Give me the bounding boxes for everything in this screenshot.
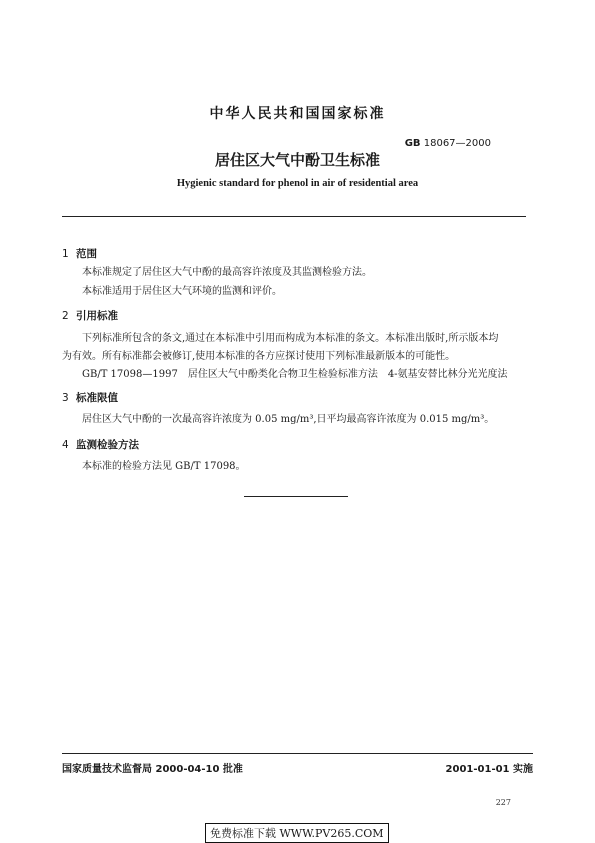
download-watermark: 免费标准下载 WWW.PV265.COM xyxy=(205,823,389,843)
section-2-heading xyxy=(62,308,118,323)
page-number: 227 xyxy=(495,798,511,807)
section-3-line-1: 居住区大气中酚的一次最高容许浓度为 0.05 mg/m³,日平均最高容许浓度为 0.015 mg/m³。 xyxy=(82,414,495,425)
section-title: 引用标准 xyxy=(76,310,118,322)
section-number: 3 xyxy=(62,392,69,404)
document-title-en: Hygienic standard for phenol in air of residential area xyxy=(176,178,419,189)
section-3-heading xyxy=(62,390,118,405)
section-title: 范围 xyxy=(76,248,97,260)
header-divider xyxy=(62,216,526,217)
implementation-date: 2001-01-01 实施 xyxy=(445,764,533,775)
section-1-line-1: 本标准规定了居住区大气中酚的最高容许浓度及其监测检验方法。 xyxy=(82,267,372,278)
section-1-heading xyxy=(62,246,97,261)
section-2-line-2: 为有效。所有标准都会被修订,使用本标准的各方应探讨使用下列标准最新版本的可能性。 xyxy=(62,351,456,362)
section-number: 1 xyxy=(62,248,69,260)
footer-divider xyxy=(62,753,533,754)
section-4-line-1: 本标准的检验方法见 GB/T 17098。 xyxy=(82,461,246,472)
section-2-line-1: 下列标准所包含的条文,通过在本标准中引用而构成为本标准的条文。本标准出版时,所示版本均 xyxy=(82,333,499,344)
standard-prefix: GB xyxy=(404,138,421,149)
standard-code: 18067—2000 xyxy=(423,138,491,149)
section-2-reference: GB/T 17098—1997 居住区大气中酚类化合物卫生检验标准方法 4-氨基安替比林分光光度法 xyxy=(82,369,508,380)
section-number: 4 xyxy=(62,439,69,451)
section-1-line-2: 本标准适用于居住区大气环境的监测和评价。 xyxy=(82,286,282,297)
section-title: 标准限值 xyxy=(76,392,118,404)
end-of-text-rule xyxy=(244,496,348,497)
section-number: 2 xyxy=(62,310,69,322)
issuing-authority-title: 中华人民共和国国家标准 xyxy=(209,106,386,122)
standard-number xyxy=(405,138,491,149)
document-title-cn: 居住区大气中酚卫生标准 xyxy=(214,151,380,169)
section-title: 监测检验方法 xyxy=(76,439,139,451)
section-4-heading xyxy=(62,437,139,452)
approval-date: 国家质量技术监督局 2000-04-10 批准 xyxy=(62,764,243,775)
